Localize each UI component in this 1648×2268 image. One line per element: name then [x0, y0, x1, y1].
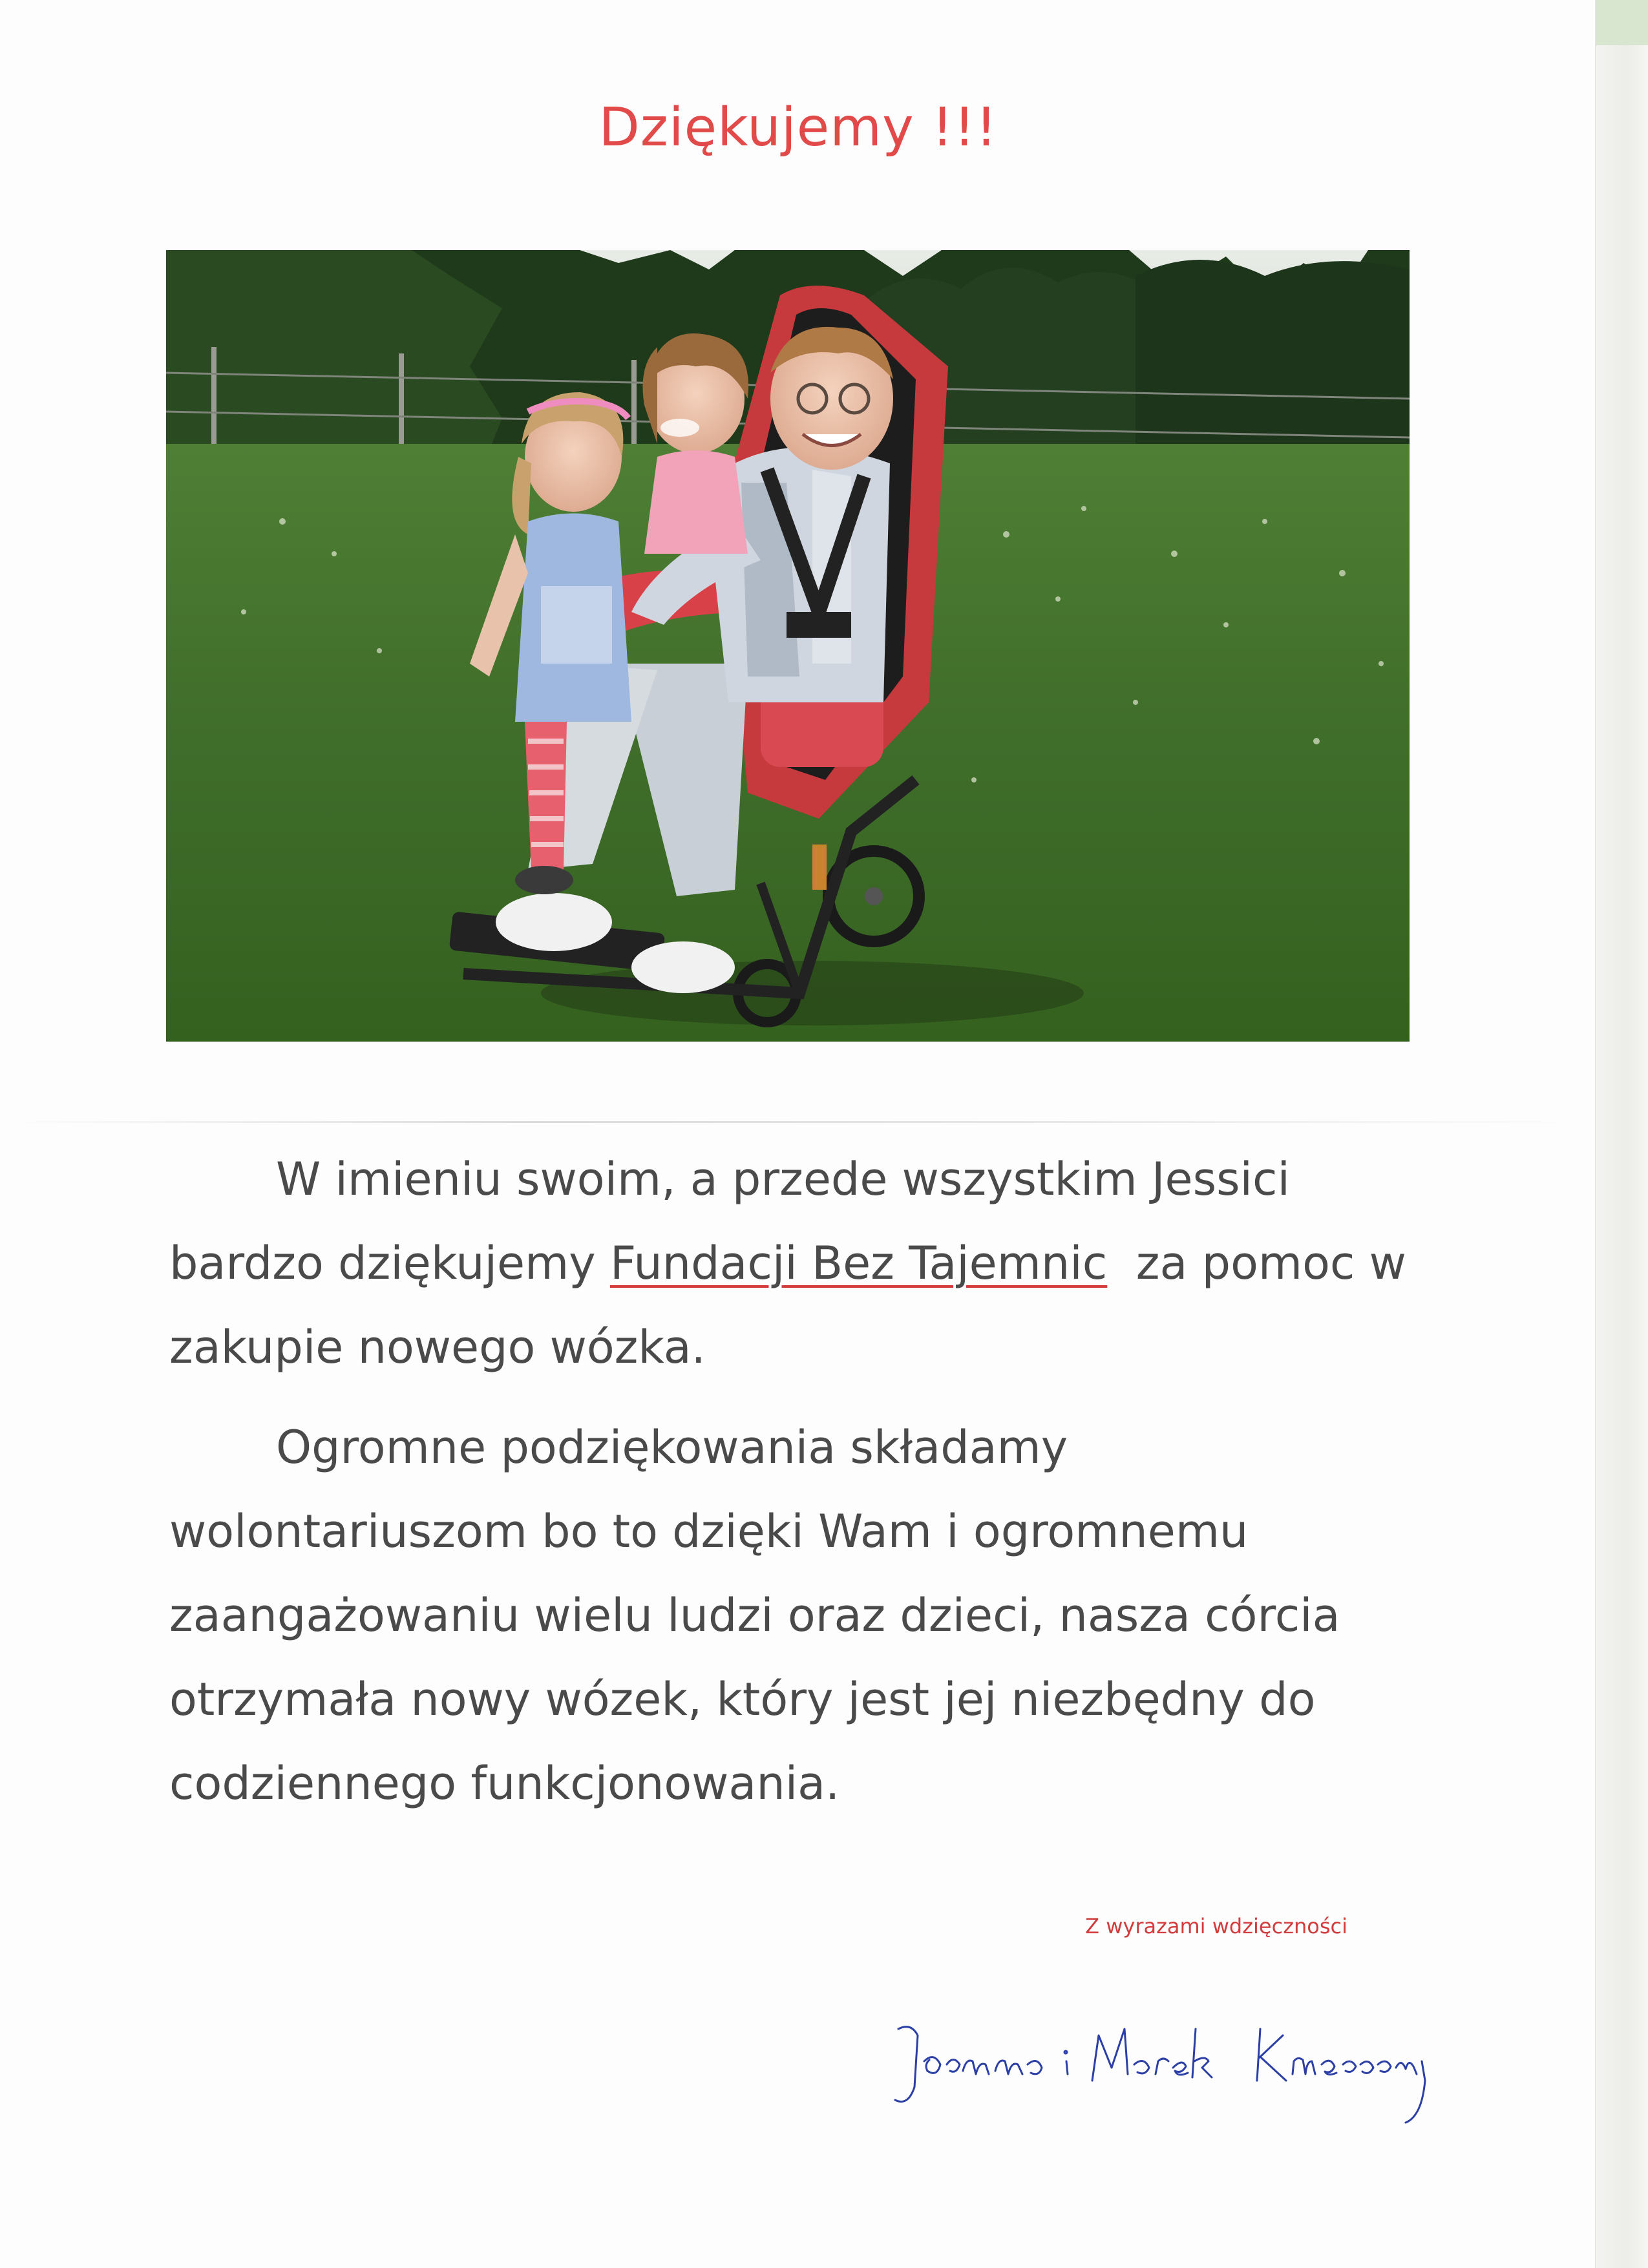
- fold-line: [0, 1121, 1596, 1123]
- paragraph-thanks: [169, 1137, 1423, 1389]
- closing-line: Z wyrazami wdzięczności: [1085, 1914, 1347, 1938]
- paragraph-volunteers: Ogromne podziękowania składamy wolontariuszom bo to dzięki Wam i ogromnemu zaangażowaniu wielu ludzi oraz dzieci, nasza córcia otrzymała nowy wózek, który jest jej niezbędny do codziennego funkcjonowania.: [169, 1421, 1340, 1810]
- handwritten-signature: [879, 2010, 1448, 2139]
- foundation-name: Fundacji Bez Tajemnic: [609, 1237, 1108, 1290]
- paragraph-thanks-before: W imieniu swoim, a przede wszystkim Jessici bardzo dziękujemy: [169, 1153, 1290, 1290]
- photo-children-wheelchair-icon: [166, 250, 1410, 1042]
- paragraph-thanks-after: za pomoc w zakupie nowego wózka.: [169, 1237, 1421, 1374]
- letter-title: Dziękujemy !!!: [598, 97, 998, 158]
- letter-body: [169, 1137, 1423, 1825]
- paper-edge: [1595, 0, 1648, 2268]
- paper-edge-corner: [1596, 0, 1648, 45]
